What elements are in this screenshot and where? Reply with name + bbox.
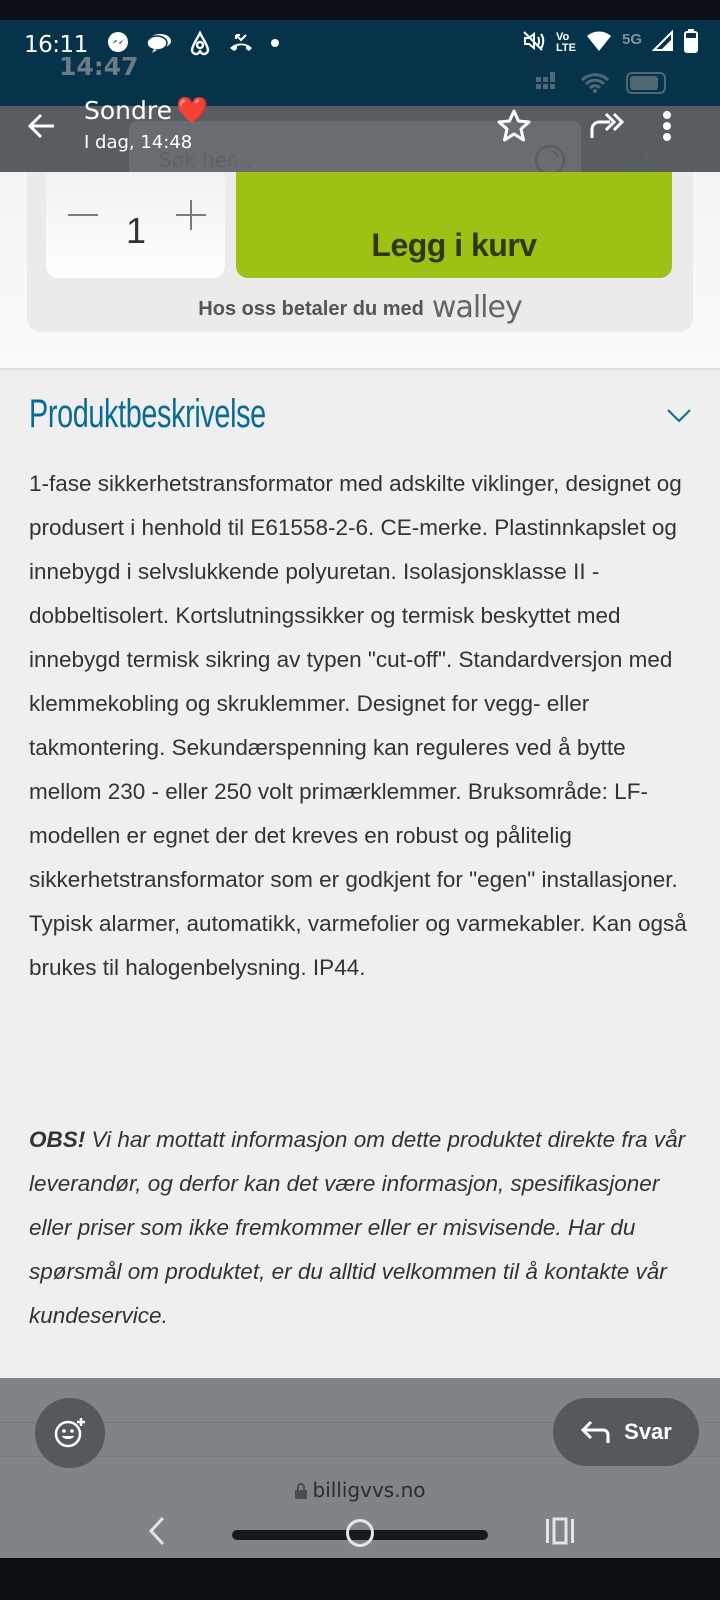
nav-home-icon[interactable]: [346, 1519, 374, 1547]
obs-text: Vi har mottatt informasjon om dette produktet direkte fra vår leverandør, og derfor kan det være informasjon, spesifikasjoner eller priser som ikke fremkommer eller er misvisende. Har du spørsmål om produktet, er du alltid velkommen til å kontakte vår kundeservice.: [29, 1127, 686, 1328]
ghost-time: 14:47: [59, 52, 139, 81]
quantity-stepper: [46, 172, 225, 278]
decrease-quantity-button[interactable]: [68, 214, 98, 216]
volte-icon: Vo LTE: [556, 31, 576, 54]
payment-info: Hos oss betaler du med walley: [198, 290, 522, 325]
description-body: 1-fase sikkerhetstransformator med adskilte viklinger, designet og produsert i henhold til E61558-2-6. CE-merke. Plastinnkapslet og innebygd i selvslukkende polyuretan. Isolasjonsklasse II - dobbeltisolert. Kortslutningssikker og termisk beskyttet med innebygd termisk sikring av typen "cut-off". Standardversjon med klemmekobling og skruklemmer. Designet for vegg- eller takmontering. Sekundærspenning kan reguleres ved å bytte mellom 230 - eller 250 volt primærklemmer. Bruksområde: LF-modellen er egnet der det kreves en robust og pålitelig sikkerhetstransformator som er godkjent for "egen" installasjoner. Typisk alarmer, automatikk, varmefolier og varmekabler. Kan også brukes til halogenbelysning. IP44.: [29, 471, 687, 980]
notification-icons: [106, 30, 280, 56]
missed-call-icon: [228, 32, 254, 54]
contact-name: Sondre ❤️: [84, 96, 209, 126]
nav-back-icon[interactable]: [148, 1516, 166, 1551]
status-bar: [0, 20, 720, 106]
bottom-black-strip: [0, 1558, 720, 1600]
top-black-strip: [0, 0, 720, 20]
chat-bubbles-icon: [146, 32, 172, 54]
more-options-icon[interactable]: [660, 110, 674, 147]
lock-icon: [295, 1480, 307, 1504]
ghost-wifi-icon: [580, 72, 610, 99]
product-page: [0, 172, 720, 1378]
reply-label: Svar: [624, 1419, 672, 1444]
mute-icon: [522, 30, 546, 57]
ghost-battery-icon: [626, 72, 670, 99]
url-text: billigvvs.no: [312, 1478, 426, 1502]
add-reaction-button[interactable]: [35, 1398, 105, 1468]
reply-arrow-icon: [580, 1419, 612, 1445]
message-timestamp: I dag, 14:48: [84, 132, 193, 153]
obs-label: OBS!: [29, 1127, 86, 1152]
quantity-value[interactable]: 1: [126, 210, 147, 251]
description-section: [0, 370, 720, 1378]
forward-icon[interactable]: [588, 108, 628, 149]
star-icon[interactable]: [496, 108, 532, 149]
emoji-add-icon: [53, 1416, 87, 1450]
reply-button[interactable]: [553, 1398, 699, 1466]
signal-icon: [652, 30, 674, 57]
walley-logo: walley: [431, 290, 522, 325]
purchase-section: [0, 172, 720, 370]
bottom-overlay: [0, 1378, 720, 1558]
nav-recent-apps-icon[interactable]: [545, 1517, 575, 1550]
status-time: 16:11: [24, 32, 88, 58]
messenger-icon: [106, 31, 130, 55]
increase-quantity-button[interactable]: [176, 200, 206, 230]
5g-icon: 5G: [621, 30, 642, 48]
back-arrow-icon[interactable]: [26, 110, 58, 142]
wifi-icon: [586, 30, 612, 57]
chat-header: [0, 96, 720, 172]
battery-icon: [684, 29, 698, 58]
url-bar[interactable]: [0, 1478, 720, 1504]
buy-card: [27, 172, 693, 332]
ghost-signal-icon: [536, 72, 564, 99]
add-to-cart-button[interactable]: Legg i kurv: [236, 172, 672, 278]
dot-icon: [270, 38, 280, 48]
chevron-down-icon[interactable]: [666, 408, 692, 424]
system-icons: [522, 30, 698, 56]
airbnb-icon: [188, 30, 212, 56]
description-title[interactable]: Produktbeskrivelse: [29, 392, 266, 436]
heart-emoji: ❤️: [176, 96, 209, 126]
ghost-system-icons: [536, 72, 670, 99]
obs-notice: [29, 1118, 699, 1338]
